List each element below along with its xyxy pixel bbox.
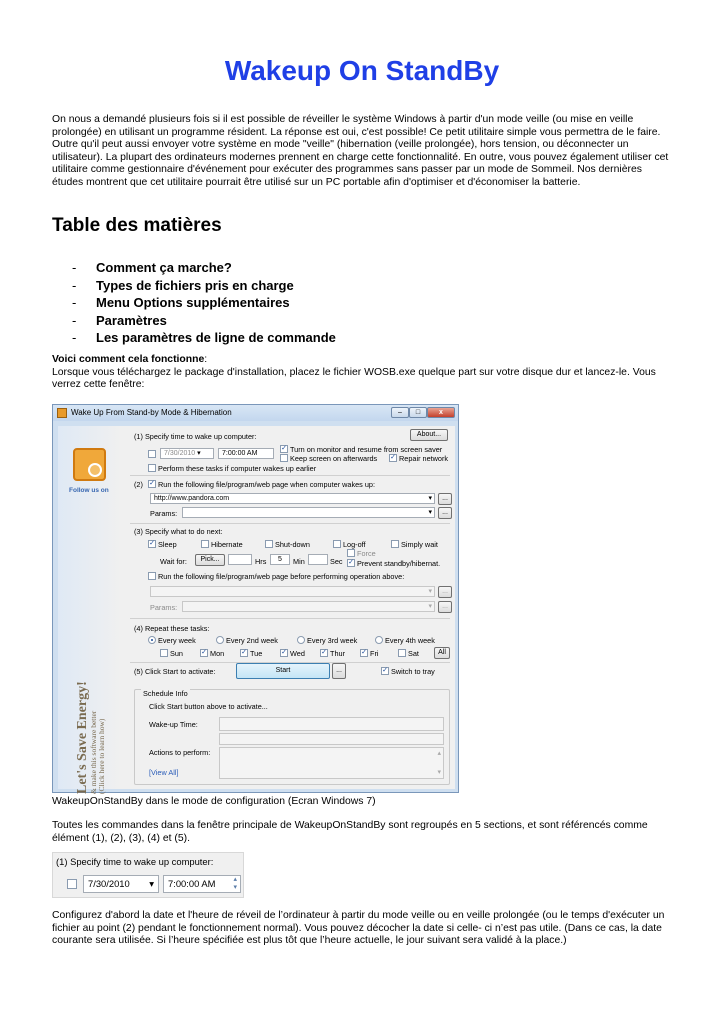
day-label: Thur [330,649,346,658]
run-on-wake-url: http://www.pandora.com [154,495,230,502]
actions-label: Actions to perform: [149,748,211,757]
force-label: Force [357,549,376,558]
turn-on-monitor-checkbox[interactable]: ✓ [281,445,287,452]
toc-item-label: Les paramètres de ligne de commande [96,330,336,345]
day-fri-checkbox[interactable]: ✓ [361,649,367,656]
logoff-checkbox[interactable] [333,540,341,548]
shutdown-label: Shut-down [275,540,310,549]
run-before-label: Run the following file/program/web page before performing operation above: [158,572,405,581]
app-window-screenshot [52,404,459,793]
day-label: Wed [290,649,305,658]
toc-item-label: Types de fichiers pris en charge [96,277,294,293]
prevent-standby-label: Prevent standby/hibernat. [357,559,441,568]
hours-field[interactable] [228,554,252,565]
window-client-area [58,426,455,794]
perform-earlier-checkbox[interactable] [148,464,156,472]
repeat-option-label: Every 2nd week [226,636,278,645]
toc-list [72,259,336,347]
sleep-checkbox[interactable]: ✓ [149,540,155,547]
day-thur-checkbox[interactable]: ✓ [321,649,327,656]
repeat-every-week-radio[interactable] [148,636,156,644]
day-sun-checkbox[interactable] [160,649,168,657]
mini-time-field[interactable] [163,875,241,893]
toc-item[interactable] [72,259,336,277]
section-1-label: (1) Specify time to wake up computer: [134,432,257,441]
params-browse-button[interactable]: ... [438,507,452,519]
sleep-label: Sleep [158,540,177,549]
save-energy-banner[interactable] [75,669,106,794]
repeat-every-3rd-week-radio[interactable] [297,636,305,644]
simply-wait-checkbox[interactable] [391,540,399,548]
day-tue-checkbox[interactable]: ✓ [241,649,247,656]
shutdown-checkbox[interactable] [265,540,273,548]
toc-item-label: Paramètres [96,312,167,328]
follow-us-link[interactable]: Follow us on [69,487,109,494]
schedule-info-message: Click Start button above to activate... [149,702,268,711]
wakeup-time-label: Wake-up Time: [149,720,198,729]
about-button[interactable]: About... [410,429,448,441]
how-heading: Voici comment cela fonctionne [52,354,205,365]
start-button[interactable]: Start [236,663,330,679]
how-it-works-paragraph [52,354,674,392]
section-2-label: (2) [134,480,143,489]
minimize-icon[interactable]: – [391,407,409,418]
sections-paragraph: Toutes les commandes dans la fenêtre principale de WakeupOnStandBy sont regroupés en 5 sections, et sont référencés comme élément (1), (2), (3), (4) et (5). [52,820,648,844]
repeat-every-4th-week-radio[interactable] [375,636,383,644]
run-before-checkbox[interactable] [148,572,156,580]
toc-item[interactable] [72,277,336,295]
repeat-option-label: Every 3rd week [307,636,358,645]
day-label: Sat [408,649,419,658]
toc-heading: Table des matières [52,215,222,236]
intro-paragraph: On nous a demandé plusieurs fois si il est possible de réveiller le système Windows à partir d'un mode veille (ou mise en veille prolongée) en utilisant un programme résident. La réponse est oui, c'est possible! Ce petit utilitaire simple vous permettra de le faire. Outre qu'il peut aussi envoyer votre système en mode "veille" (hibernation (veille prolongée), hors tension, ou déconnecter un utilisateur). La plupart des ordinateurs modernes prennent en charge cette fonctionnalité. En outre, vous pouvez également utiliser cet utilitaire comme gestionnaire d'événement pour exécuter des programmes sans passer par un mode de Sommeil. Nos dernières études montrent que cet utilitaire pourrait être utilisé sur un PC portable afin d'optimiser et d'économiser la batterie. [52,114,669,188]
day-label: Fri [370,649,379,658]
keep-screen-checkbox[interactable] [280,454,288,462]
run-before-params-label: Params: [150,603,178,612]
keep-screen-label: Keep screen on afterwards [290,454,378,463]
seconds-label: Sec [330,557,343,566]
time-field[interactable]: 7:00:00 AM [218,448,274,459]
repeat-every-2nd-week-radio[interactable] [216,636,224,644]
minutes-label: Min [293,557,305,566]
wakeup-time-field [219,717,444,731]
sidebar [58,426,121,794]
prevent-standby-checkbox[interactable]: ✓ [348,559,354,566]
all-days-button[interactable]: All [434,647,450,659]
wait-for-label: Wait for: [160,557,187,566]
toc-bullet: - [72,295,77,310]
date-checkbox[interactable] [148,450,156,458]
toc-bullet: - [72,330,77,345]
logoff-label: Log-off [343,540,366,549]
seconds-field[interactable] [308,554,328,565]
turn-on-monitor-label: Turn on monitor and resume from screen saver [290,445,443,454]
run-on-wake-label: Run the following file/program/web page when computer wakes up: [158,480,376,489]
chevron-down-icon: ▾ [149,878,154,889]
toc-item-label: Comment ça marche? [96,260,232,275]
day-label: Sun [170,649,183,658]
day-sat-checkbox[interactable] [398,649,406,657]
date-field[interactable]: 7/30/2010 ▾ [160,448,214,459]
section-1-screenshot [52,852,244,898]
section-4-label: (4) Repeat these tasks: [134,624,210,633]
switch-to-tray-checkbox[interactable]: ✓ [382,667,388,674]
run-before-params-browse-button[interactable]: ... [438,601,452,613]
section-3-label: (3) Specify what to do next: [134,527,223,536]
clock-icon [88,463,102,477]
app-logo-icon [73,448,106,481]
params-field[interactable]: ▾ [182,507,435,518]
toc-item[interactable] [72,312,336,330]
run-before-path[interactable]: ▾ [150,586,435,597]
day-mon-checkbox[interactable]: ✓ [201,649,207,656]
spinner-icon[interactable]: ▴ ▾ [233,876,237,891]
screenshot-caption: WakeupOnStandBy dans le mode de configuration (Ecran Windows 7) [52,796,376,807]
toc-bullet: - [72,277,77,293]
page-title: Wakeup On StandBy [224,55,500,86]
toc-bullet: - [72,312,77,328]
mini-date-value: 7/30/2010 [88,878,130,889]
browse-button[interactable]: ... [438,493,452,505]
view-all-link[interactable]: [View All] [149,768,179,777]
schedule-info-legend: Schedule Info [143,689,188,698]
day-wed-checkbox[interactable]: ✓ [281,649,287,656]
mini-section-label: (1) Specify time to wake up computer: [56,856,214,867]
pick-button[interactable]: Pick... [195,554,225,566]
mini-time-value: 7:00:00 AM [168,878,216,889]
simply-wait-label: Simply wait [401,540,438,549]
day-label: Mon [210,649,225,658]
run-on-wake-checkbox[interactable]: ✓ [149,480,155,487]
hours-label: Hrs [255,557,267,566]
repeat-option-label: Every week [158,636,196,645]
toc-bullet: - [72,260,77,275]
schedule-info-group [134,689,450,785]
hibernate-checkbox[interactable] [201,540,209,548]
toc-item[interactable] [72,294,336,312]
toc-item[interactable] [72,329,336,347]
window-titlebar [53,405,458,421]
save-energy-title: Let's Save Energy! [75,681,90,794]
window-title: Wake Up From Stand-by Mode & Hibernation [71,408,232,417]
wakeup-time-field-2 [219,733,444,745]
close-icon[interactable]: x [427,407,455,418]
how-colon: : [204,354,208,365]
maximize-icon[interactable]: □ [409,407,427,418]
mini-date-checkbox[interactable] [67,879,77,889]
how-text: Lorsque vous téléchargez le package d'installation, placez le fichier WOSB.exe quelque part sur votre disque dur et lancez-le. Vous verrez cette fenêtre: [52,366,656,391]
app-icon [57,408,67,418]
minutes-field[interactable]: 5 [270,554,290,565]
repair-network-checkbox[interactable]: ✓ [390,454,396,461]
save-energy-subtitle: & make this software better [89,710,98,794]
force-checkbox[interactable] [347,549,355,557]
repeat-option-label: Every 4th week [385,636,435,645]
date-value: 7/30/2010 [164,450,196,457]
actions-field: ▴ ▾ [219,747,444,779]
start-options-button[interactable]: ... [332,663,346,679]
run-before-params-field[interactable]: ▾ [182,601,435,612]
hibernate-label: Hibernate [211,540,243,549]
configure-paragraph: Configurez d'abord la date et l'heure de réveil de l’ordinateur à partir du mode veille ou en veille prolongée (ou le temps d'exécuter un fichier au point (2) pendant le fonctionnement normal). Vous pouvez décocher la date si celle- ci n’est pas utile. (Dans ce cas, la date courante sera utilisée. Si l’heure spécifiée est plus tôt que l’heure actuelle, le jour suivant sera validé à la place.) [52,910,665,947]
perform-earlier-label: Perform these tasks if computer wakes up earlier [158,464,317,473]
day-label: Tue [250,649,263,658]
save-energy-hint: (Click here to learn how) [97,718,106,794]
run-before-browse-button[interactable]: ... [438,586,452,598]
section-5-label: (5) Click Start to activate: [134,667,216,676]
switch-to-tray-label: Switch to tray [391,667,435,676]
repair-network-label: Repair network [399,454,449,463]
params-label: Params: [150,509,178,518]
toc-item-label: Menu Options supplémentaires [96,295,290,310]
mini-date-field[interactable] [83,875,159,893]
run-on-wake-path[interactable]: http://www.pandora.com ▾ [150,493,435,504]
